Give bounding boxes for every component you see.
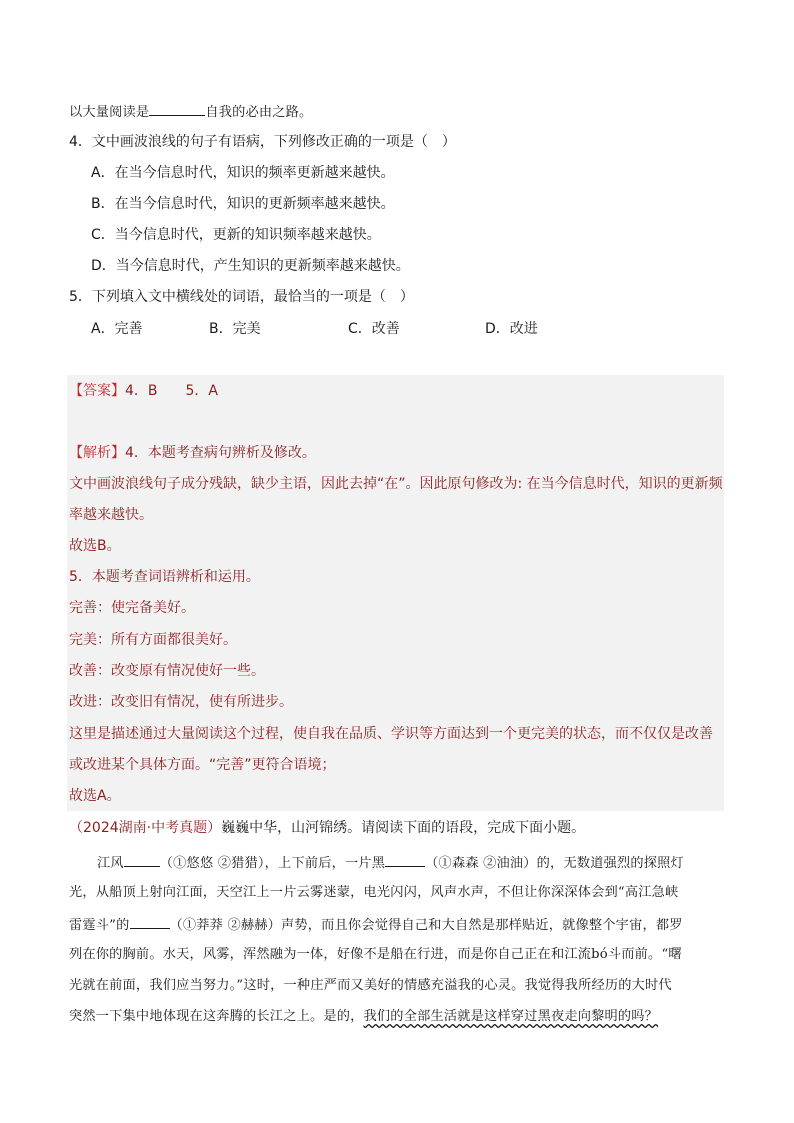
analysis-line-5: 5．本题考查词语辨析和运用。 — [69, 569, 260, 585]
q4-option-b: B．在当今信息时代，知识的更新频率越来越快。 — [91, 196, 395, 212]
q5-stem: 5．下列填入文中横线处的词语，最恰当的一项是（ ） — [69, 289, 414, 305]
wavy-underlined-sentence: 我们的全部生活就是这样穿过黑夜走向黎明的吗？ — [363, 1009, 659, 1024]
q4-option-c: C．当今信息时代，更新的知识频率越来越快。 — [91, 227, 381, 243]
passage-line-2: 光，从船顶上射向江面，天空江上一片云雾迷蒙，电光闪闪，风声水声，不但让你深深体会到“高江急峡 — [69, 885, 679, 900]
q4-stem: 4．文中画波浪线的句子有语病，下列修改正确的一项是（ ） — [69, 134, 456, 150]
passage-blank-2 — [385, 852, 425, 867]
q5-option-b: B．完美 — [209, 321, 261, 337]
analysis-line-10: 这里是描述通过大量阅读这个过程，使自我在品质、学识等方面达到一个更完美的状态，而不仅仅是改善 — [69, 726, 713, 742]
passage-line-5: 光就在前面，我们应当努力。”这时，一种庄严而又美好的情感充溢我的心灵。我觉得我所经历的大时代 — [69, 978, 672, 993]
q4-option-a: A．在当今信息时代，知识的频率更新越来越快。 — [91, 165, 395, 181]
intro-text-post: 自我的必由之路。 — [205, 105, 313, 120]
answer-text: 4．B 5．A — [125, 383, 218, 399]
analysis-line-11: 或改进某个具体方面。“完善”更符合语境； — [69, 757, 336, 773]
analysis-line-9: 改进：改变旧有情况，使有所进步。 — [69, 694, 293, 710]
analysis-line-6: 完善：使完备美好。 — [69, 600, 195, 616]
analysis-line-1: 【解析】4．本题考查病句辨析及修改。 — [69, 445, 316, 461]
intro-text-pre: 以大量阅读是 — [69, 105, 150, 120]
passage-blank-1 — [124, 852, 160, 867]
analysis-line-4: 故选B。 — [69, 538, 121, 554]
question-prompt: 巍巍中华，山河锦绣。请阅读下面的语段，完成下面小题。 — [221, 820, 586, 836]
analysis-line-12: 故选A。 — [69, 788, 121, 804]
answer-line — [69, 381, 218, 401]
q5-option-c: C．改善 — [348, 321, 400, 337]
q5-option-a: A．完善 — [91, 321, 143, 337]
answer-tag: 【答案】 — [69, 383, 125, 399]
answer-analysis-box — [67, 375, 724, 811]
passage-blank-3 — [130, 914, 170, 929]
passage-line-6: 突然一下集中地体现在这奔腾的长江之上。是的，我们的全部生活就是这样穿过黑夜走向黎明的吗？ — [69, 1009, 659, 1024]
answer-blank — [149, 101, 205, 116]
passage-line-4: 列在你的胸前。水天，风雾，浑然融为一体，好像不是船在行进，而是你自己正在和江流bó斗而前。“曙 — [69, 947, 682, 962]
passage-line-3: 雷霆斗”的 （①莽莽 ②赫赫）声势，而且你会觉得自己和大自然是那样贴近，就像整个宇宙，都罗 — [69, 914, 683, 936]
intro-line — [69, 101, 312, 123]
q4-option-d: D．当今信息时代，产生知识的更新频率越来越快。 — [91, 258, 410, 274]
next-question-header — [69, 818, 585, 838]
analysis-tag: 【解析】 — [69, 445, 125, 461]
analysis-line-8: 改善：改变原有情况使好一些。 — [69, 663, 265, 679]
question-source: （2024湖南·中考真题） — [69, 820, 222, 836]
passage-line-1: 江风 （①悠悠 ②猎猎），上下前后，一片黑 （①森森 ②油油）的，无数道强烈的探照灯 — [97, 852, 684, 874]
analysis-line-2: 文中画波浪线句子成分残缺，缺少主语，因此去掉“在”。因此原句修改为: 在当今信息时代，知识的更新频 — [69, 476, 723, 492]
q5-option-d: D．改进 — [485, 321, 538, 337]
analysis-line-7: 完美：所有方面都很美好。 — [69, 632, 237, 648]
analysis-line-3: 率越来越快。 — [69, 507, 153, 523]
